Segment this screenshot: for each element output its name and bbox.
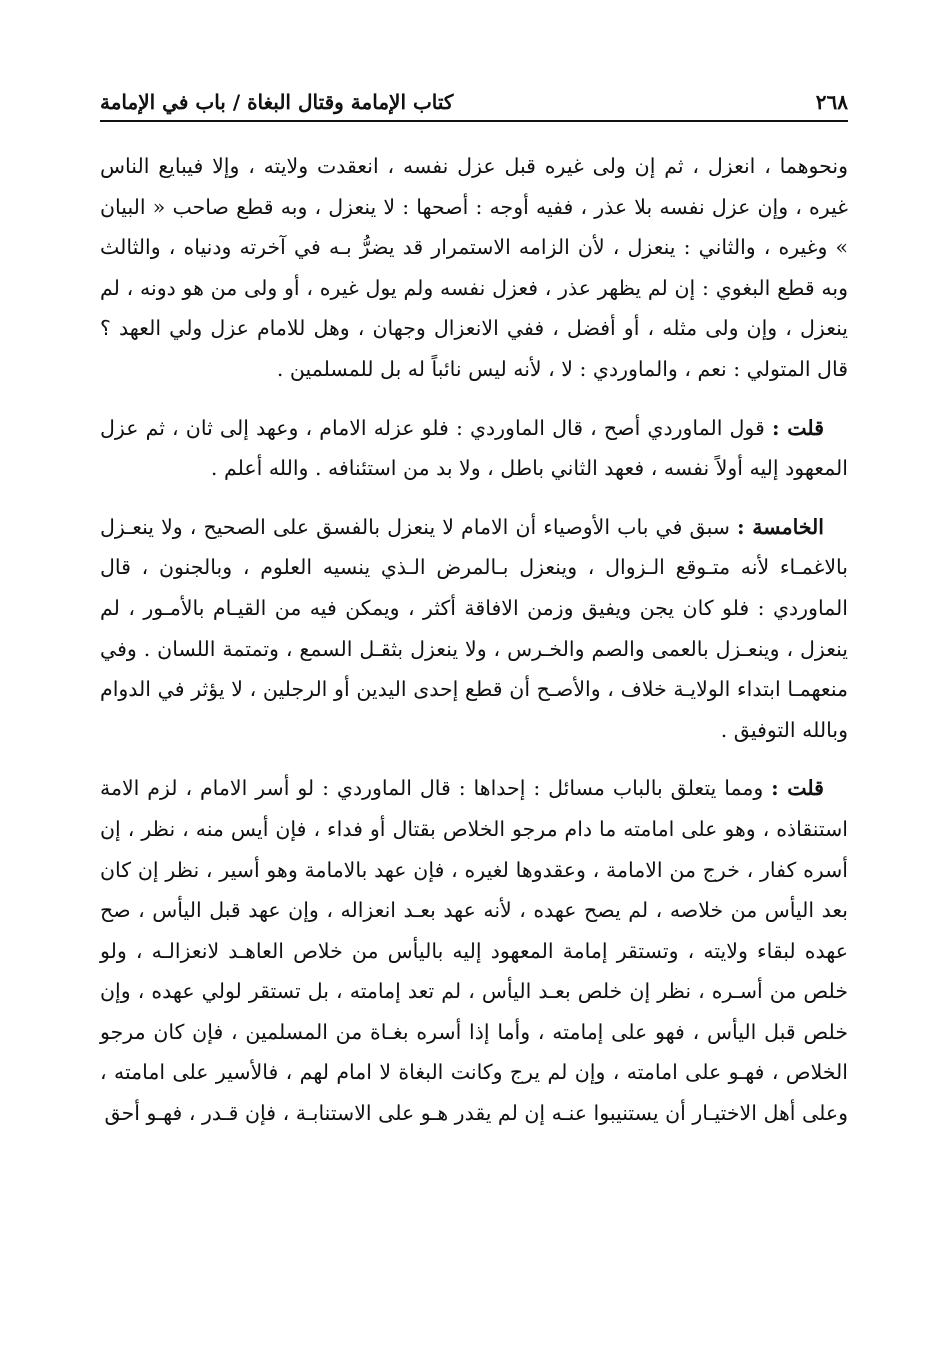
paragraph-gap [100,489,848,507]
page-number: ٢٦٨ [815,90,848,114]
paragraph-2 [100,408,848,489]
paragraph-lead: قلت : [771,776,824,801]
running-head [100,80,848,114]
paragraph-4 [100,768,848,1133]
paragraph-gap [100,750,848,768]
paragraph-1 [100,146,848,390]
paragraph-3 [100,507,848,751]
paragraph-lead: قلت : [771,415,825,440]
page-body [100,146,848,1134]
running-title: كتاب الإمامة وقتال البغاة / باب في الإمامة [100,90,454,114]
paragraph-text: ونحوهما ، انعزل ، ثم إن ولى غيره قبل عزل نفسه ، انعقدت ولايته ، وإلا فيبايع الناس غيره ، وإن عزل نفسه بلا عذر ، ففيه أوجه : أصحها : لا ينعزل ، وبه قطع صاحب « البيان » وغيره ، والثاني : ينعزل ، لأن الزامه الاستمرار قد يضرُّ بـه في آخرته ودنياه ، والثالث وبه قطع البغوي : إن لم يظهر عذر ، فعزل نفسه ولم يول غيره ، أو ولى من هو دونه ، لم ينعزل ، وإن ولى مثله ، أو أفضل ، ففي الانعزال وجهان ، وهل للامام عزل ولي العهد ؟ قال المتولي : نعم ، والماوردي : لا ، لأنه ليس نائباً له بل للمسلمين . [100,154,848,381]
paragraph-text: ومما يتعلق بالباب مسائل : إحداها : قال الماوردي : لو أسر الامام ، لزم الامة استنقاذه ، وهو على امامته ما دام مرجو الخلاص بقتال أو فداء ، فإن أيس منه ، نظر ، إن أسره كفار ، خرج من الامامة ، وعقدوها لغيره ، فإن عهد بالامامة وهو أسير ، نظر إن كان بعد اليأس من خلاصه ، لم يصح عهده ، لأنه عهد بعـد انعزاله ، وإن عهد قبل اليأس ، صح عهده لبقاء ولايته ، وتستقر إمامة المعهود إليه باليأس من خلاص العاهـد لانعزالـه ، ولو خلص من أسـره ، نظر إن خلص بعـد اليأس ، لم تعد إمامته ، بل تستقر لولي عهده ، وإن خلص قبل اليأس ، فهو على إمامته ، وأما إذا أسره بغـاة من المسلمين ، فإن كان مرجو الخلاص ، فهـو على امامته ، وإن لم يرج وكانت البغاة لا امام لهم ، فالأسير على امامته ، وعلى أهل الاختيـار أن يستنيبوا عنـه إن لم يقدر هـو على الاستنابـة ، فإن قـدر ، فهـو أحق [100,776,848,1126]
paragraph-text: سبق في باب الأوصياء أن الامام لا ينعزل بالفسق على الصحيح ، ولا ينعـزل بالاغمـاء لأنه متـوقع الـزوال ، وينعزل بـالمرض الـذي ينسيه العلوم ، وبالجنون ، قال الماوردي : فلو كان يجن ويفيق وزمن الافاقة أكثر ، ويمكن فيه من القيـام بالأمـور ، لم ينعزل ، وينعـزل بالعمى والصم والخـرس ، ولا ينعزل بثقـل السمع ، وتمتمة اللسان . وفي منعهمـا ابتداء الولايـة خلاف ، والأصـح أن قطع إحدى اليدين أو الرجلين ، لا يؤثر في الدوام وبالله التوفيق . [100,514,848,742]
header-rule [100,120,848,122]
paragraph-text: قول الماوردي أصح ، قال الماوردي : فلو عزله الامام ، وعهد إلى ثان ، ثم عزل المعهود إليه أولاً نفسه ، فعهد الثاني باطل ، ولا بد من استئنافه . والله أعلم . [100,415,848,481]
paragraph-gap [100,390,848,408]
paragraph-lead: الخامسة : [737,514,824,539]
